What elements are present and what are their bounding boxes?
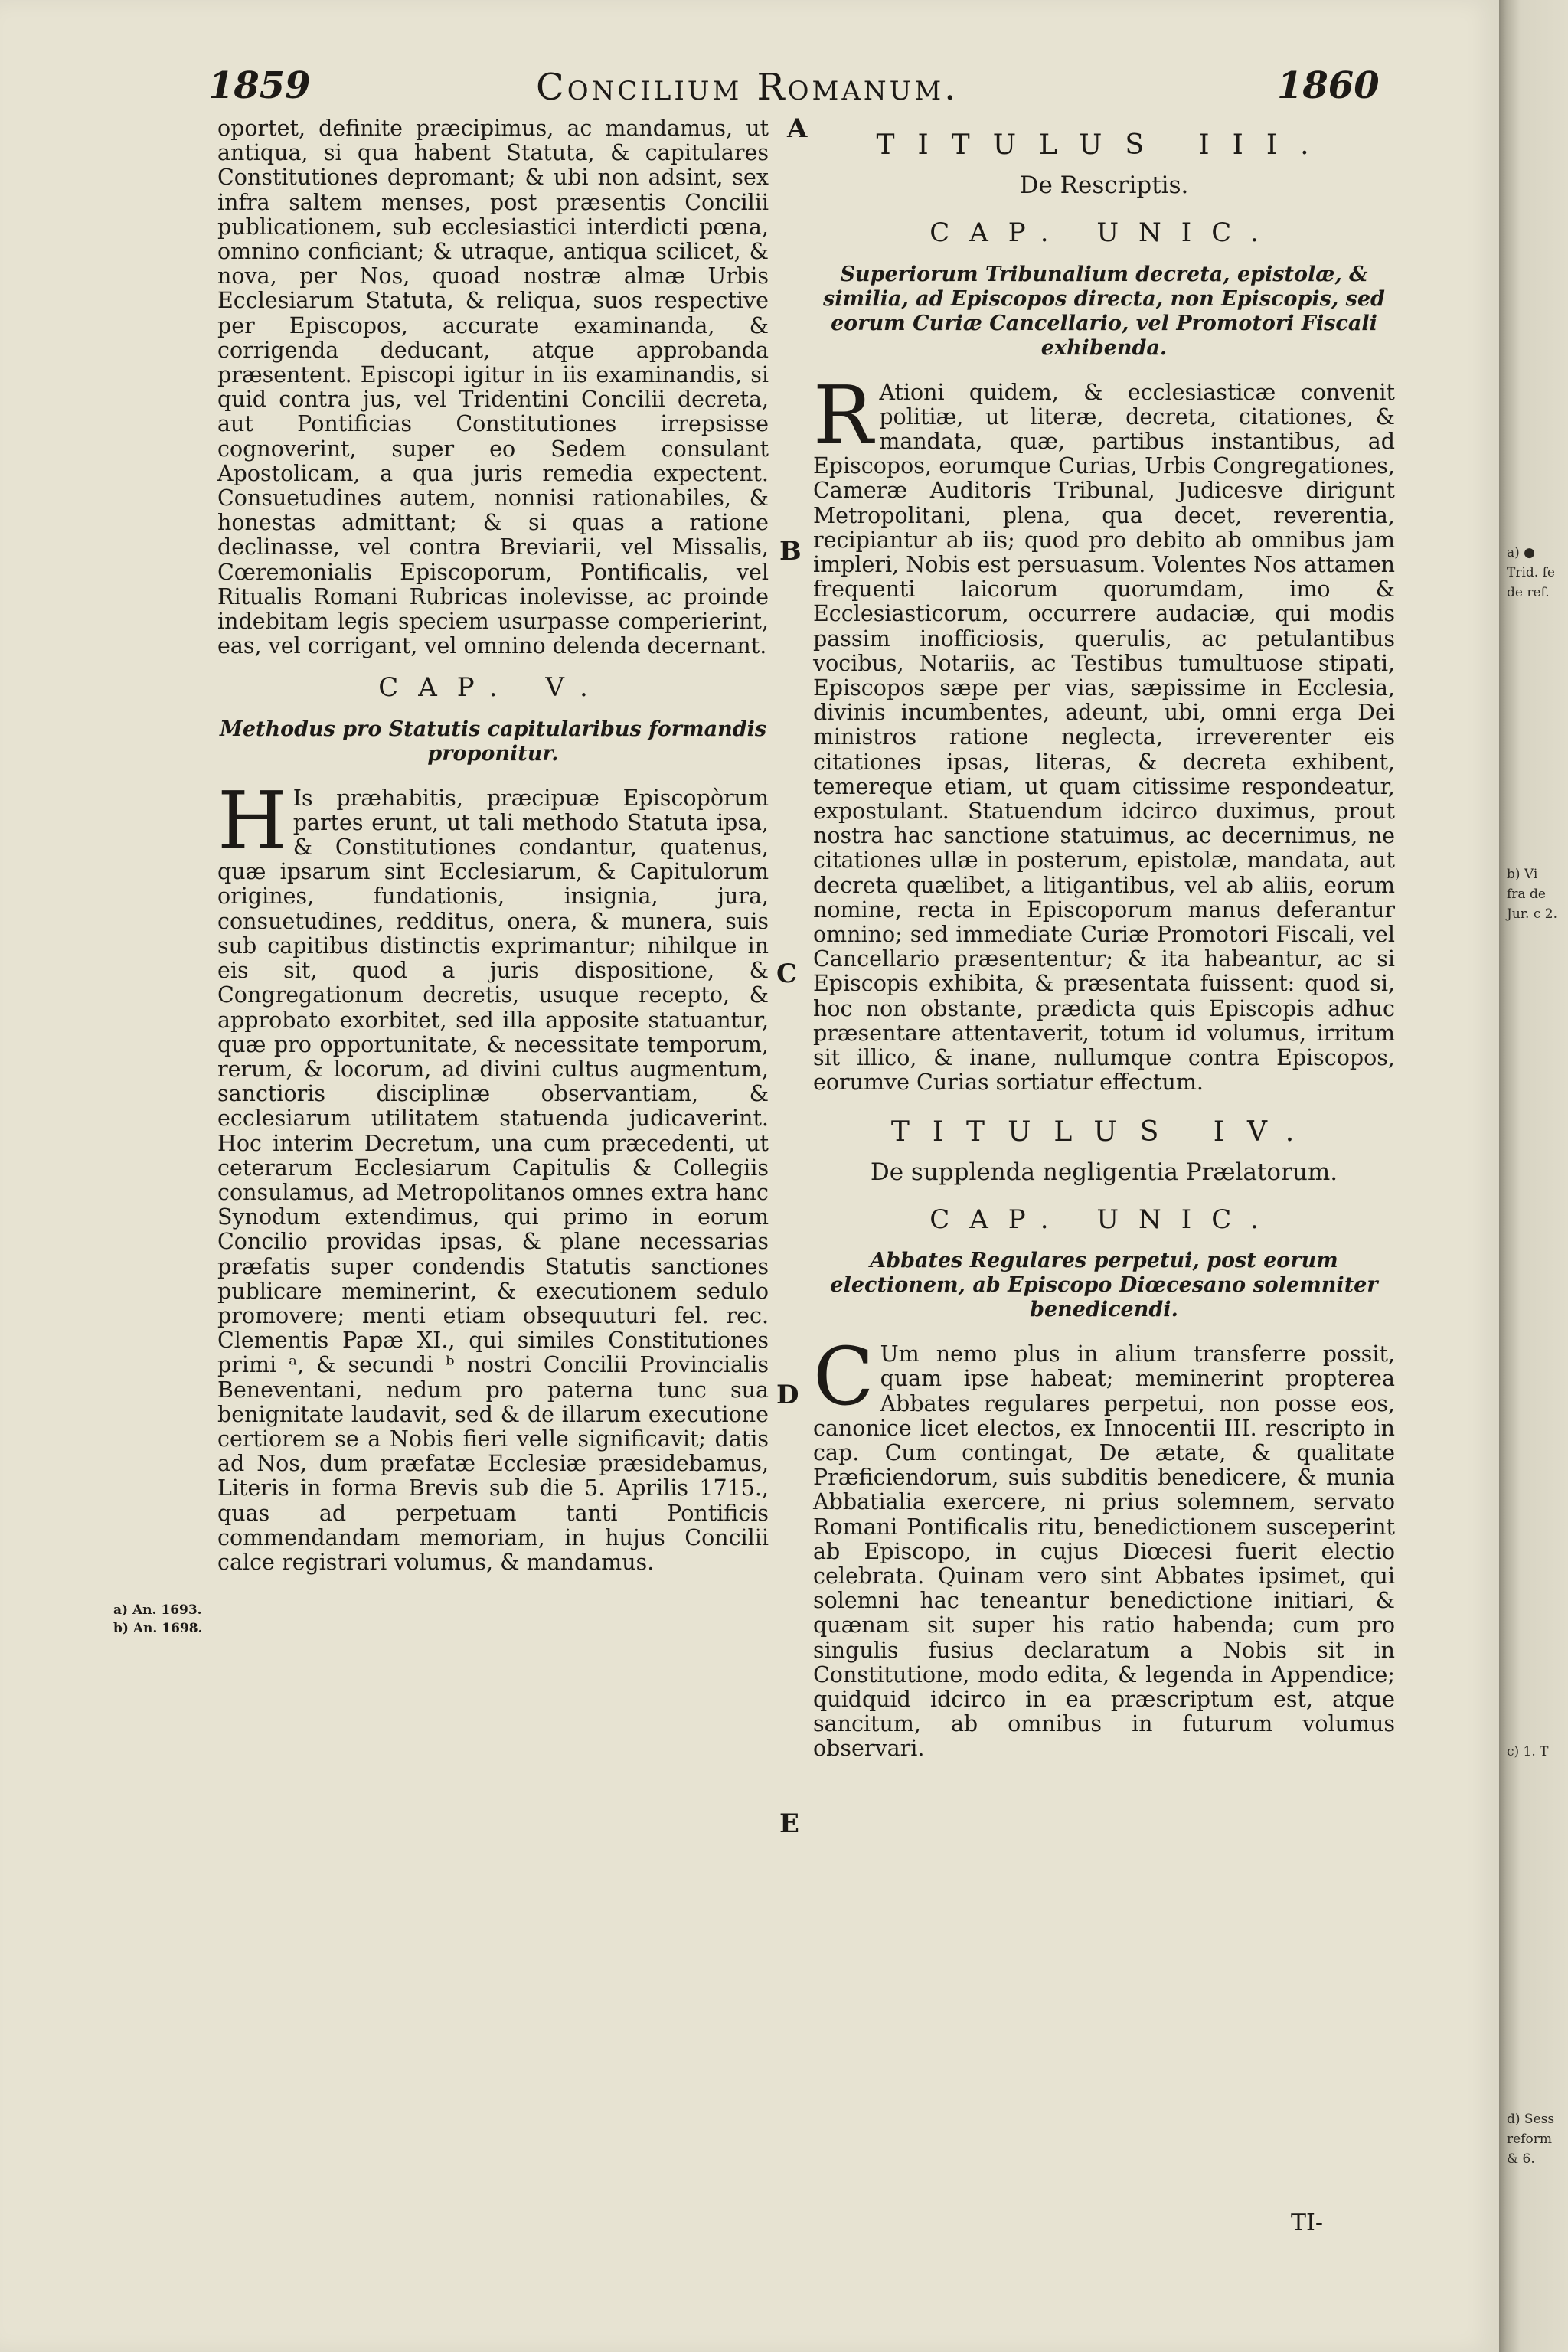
side-note: a) ●	[1507, 545, 1536, 560]
left-paragraph-1: oportet, definite præcipimus, ac mandamus, ut antiqua, si qua habent Statuta, & capitulares Constitutiones depromant; & ubi non adsint, sex infra saltem menses, post præsentis Concilii publicationem, sub ecclesiastici interdicti pœna, omnino conficiant; & utraque, antiqua scilicet, & nova, per Nos, quoad nostræ almæ Urbis Ecclesiarum Statuta, & reliqua, suos respective per Episcopos, accurate examinanda, & corrigenda deducant, atque approbanda præsentent. Episcopi igitur in iis examinandis, si quid contra jus, vel Tridentini Concilii decreta, aut Pontificias Constitutiones irrepsisse cognoverint, super eo Sedem consulant Apostolicam, a qua juris remedia expectent. Consuetudines autem, nonnisi rationabiles, & honestas admittant; & si quas a ratione declinasse, vel contra Breviarii, vel Missalis, Cœremonialis Episcoporum, Pontificalis, vel Ritualis Romani Rubricas inolevisse, ac proinde indebitam legis speciem usurpasse comperierint, eas, vel corrigant, vel omnino delenda decernant.	[217, 116, 769, 659]
catchword: TI-	[1291, 2210, 1323, 2236]
right-paragraph-1	[813, 368, 1395, 1096]
page-number-left: 1859	[208, 64, 311, 107]
side-note: Trid. fe	[1507, 565, 1555, 580]
margin-letter-a: A	[787, 113, 808, 144]
rubric-abbates: Abbates Regulares perpetui, post eorum electionem, ab Episcopo Diœcesano solemniter benedicendi.	[830, 1249, 1378, 1322]
drop-cap-r: R	[813, 368, 874, 462]
rubric-rescripts: Superiorum Tribunalium decreta, epistolæ, & similia, ad Episcopos directa, non Episcopis, sed eorum Curiæ Cancellario, vel Promotori Fiscali exhibenda.	[823, 262, 1385, 360]
right-paragraph-2-text: Um nemo plus in alium transferre possit, quam ipse habeat; meminerint propterea Abbates regulares perpetui, non posse eos, canonice licet electos, ex Innocentii III. rescripto in cap. Cum contingat, De ætate, & qualitate Præficiendorum, suis subditis benedicere, & munia Abbatialia exercere, ni prius solemnem, servato Romani Pontificalis ritu, benedictionem susceperint ab Episcopo, in cujus Diœcesi fuerit electio celebrata. Quinam vero sint Abbates ipsimet, qui solemni hac teneantur benedictione initiari, & quænam sit super his ratio habenda; cum pro singulis fusius declaratum a Nobis sit in Constitutione, modo edita, & legenda in Appendice; quidquid idcirco in ea præscriptum est, atque sancitum, ab omnibus in futurum volumus observari.	[813, 1341, 1395, 1762]
margin-letter-e: E	[779, 1808, 799, 1839]
left-column	[217, 116, 769, 1581]
side-note: c) 1. T	[1507, 1744, 1549, 1759]
margin-letter-b: B	[779, 536, 802, 567]
side-note: reform	[1507, 2132, 1552, 2147]
running-title: Concilium Romanum.	[536, 66, 959, 109]
side-note: b) Vi	[1507, 867, 1538, 882]
cap-v-rubric: Methodus pro Statutis capitularibus formandis proponitur.	[219, 717, 767, 766]
margin-letter-d: D	[776, 1380, 799, 1410]
margin-note-a: a) An. 1693.	[113, 1602, 202, 1618]
cap-v-heading: CAP. V.	[378, 672, 608, 704]
margin-letter-c: C	[776, 959, 798, 989]
left-paragraph-2-text: Is præhabitis, præcipuæ Episcopòrum partes erunt, ut tali methodo Statuta ipsa, & Constitutiones condantur, quatenus, quæ ipsarum sint Ecclesiarum, & Capitulorum origines, fundationis, insignia, jura, consuetudines, redditus, onera, & munera, suis sub capitibus distinctis exprimantur; nihilque in eis sit, quod a juris dispositione, & Congregationum decretis, usuque recepto, & approbato exorbitet, sed illa apposite statuantur, quæ pro opportunitate, & necessitate temporum, rerum, & locorum, ad divini cultus augmentum, sanctioris disciplinæ observantiam, & ecclesiarum utilitatem statuenda judicaverint. Hoc interim Decretum, una cum præcedenti, ut ceterarum Ecclesiarum Capitulis & Collegiis consulamus, ad Metropolitanos omnes extra hanc Synodum extendimus, qui primo in eorum Concilio providas ipsas, & plane necessarias præfatis super condendis Statutis sanctiones publicare meminerint, & executionem sedulo promovere; menti etiam obsequuturi fel. rec. Clementis Papæ XI., qui similes Constitutiones primi ᵃ, & secundi ᵇ nostri Concilii Provincialis Beneventani, nedum pro paterna tunc sua benignitate laudavit, sed & de illarum executione certiorem se a Nobis fieri velle significavit; datis ad Nos, dum præfatæ Ecclesiæ præsidebamus, Literis in forma Brevis sub die 5. Aprilis 1715., quas ad perpetuam tanti Pontificis commendandam memoriam, in hujus Concilii calce registrari volumus, & mandamus.	[217, 785, 769, 1575]
left-paragraph-2	[217, 773, 769, 1576]
page-number-right: 1860	[1277, 64, 1380, 107]
drop-cap-h: H	[217, 773, 287, 867]
facing-page-edge	[1499, 0, 1568, 2352]
titulus-iv-heading: TITULUS IV.	[890, 1116, 1318, 1148]
side-note: & 6.	[1507, 2151, 1535, 2167]
cap-unic-heading-1: CAP. UNIC.	[929, 217, 1279, 249]
side-note: Jur. c 2.	[1507, 906, 1557, 922]
margin-note-b: b) An. 1698.	[113, 1621, 203, 1636]
right-paragraph-1-text: Ationi quidem, & ecclesiasticæ convenit politiæ, ut literæ, decreta, citationes, & mandata, quæ, partibus instantibus, ad Episcopos, eorumque Curias, Urbis Congregationes, Cameræ Auditoris Tribunal, Judicesve dirigunt Metropolitani, plena, qua decet, reverentia, recipiantur ab iis; quod pro debito ab omnibus jam impleri, Nobis est persuasum. Volentes Nos attamen frequenti laicorum quorumdam, imo & Ecclesiasticorum, occurrere audaciæ, qui modis passim inofficiosis, querulis, ac petulantibus vocibus, Notariis, ac Testibus tumultuose stipati, Episcopos sæpe per vias, sæpissime in Ecclesia, divinis incumbentes, adeunt, ubi, omni erga Dei ministros ratione neglecta, irreverenter eis citationes ipsas, literas, & decreta exhibent, temereque etiam, ut quam citissime respondeatur, expostulant. Statuendum idcirco duximus, prout nostra hac sanctione statuimus, ac decernimus, ne citationes ullæ in posterum, epistolæ, mandata, aut decreta quælibet, a litigantibus, vel ab aliis, eorum nomine, recta in Episcoporum manus deferantur omnino; sed immediate Curiæ Promotori Fiscali, vel Cancellario præsententur; & ita habeantur, ac si Episcopis exhibita, & præsentata fuissent: quod si, hoc non obstante, prædicta quis Episcopis adhuc præsentare attentaverit, totum id volumus, irritum sit illico, & inane, nullumque contra Episcopos, eorumve Curias sortiatur effectum.	[813, 379, 1395, 1096]
cap-unic-heading-2: CAP. UNIC.	[929, 1204, 1279, 1235]
side-note: de ref.	[1507, 585, 1550, 600]
titulus-iii-heading: TITULUS III.	[876, 129, 1332, 161]
titulus-iv-subtitle: De supplenda negligentia Prælatorum.	[870, 1158, 1338, 1186]
side-note: d) Sess	[1507, 2112, 1555, 2127]
drop-cap-c: C	[813, 1330, 874, 1424]
running-head	[0, 60, 1499, 113]
titulus-iii-subtitle: De Rescriptis.	[1019, 172, 1189, 200]
right-column	[813, 129, 1395, 1768]
side-note: fra de	[1507, 887, 1546, 902]
right-paragraph-2	[813, 1330, 1395, 1762]
